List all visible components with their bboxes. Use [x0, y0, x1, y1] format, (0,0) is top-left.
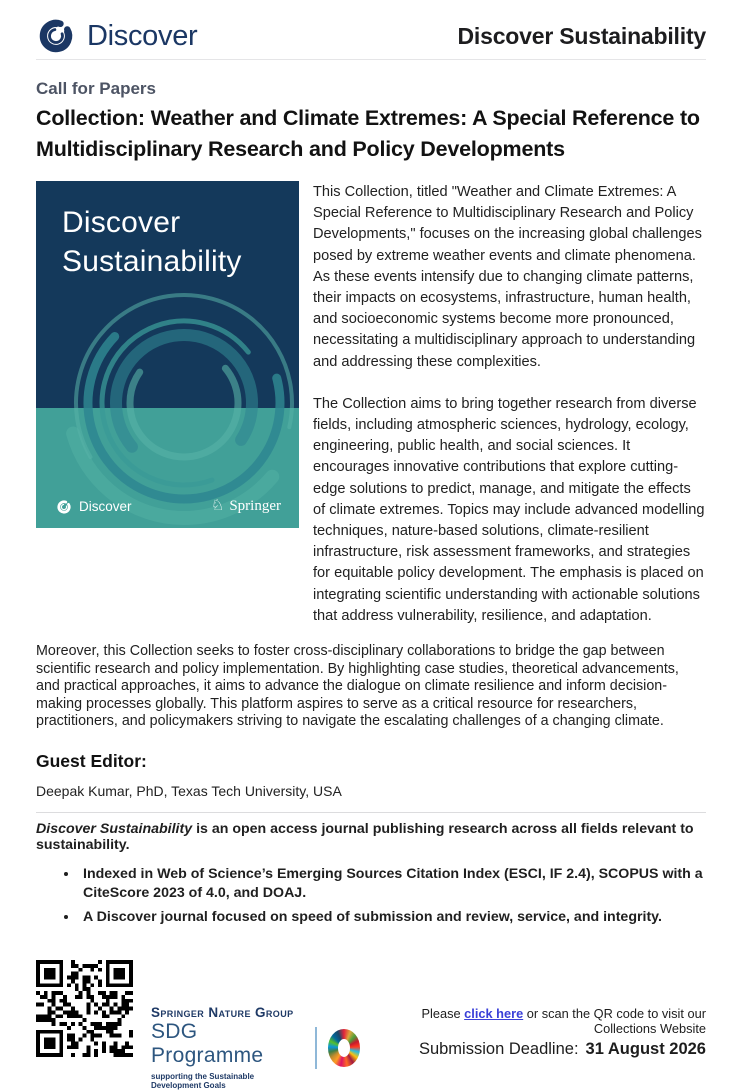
main-content: [36, 79, 706, 927]
discover-swirl-icon: [36, 16, 76, 56]
journal-cover-image: [36, 181, 299, 528]
cover-discover-brand: [56, 499, 132, 515]
cover-title-line1: Discover: [62, 206, 181, 239]
cover-discover-label: Discover: [79, 499, 132, 514]
sdg-vertical-divider: [315, 1027, 317, 1069]
footer: [36, 960, 706, 1090]
collection-title: Collection: Weather and Climate Extremes: A Special Reference to Multidisciplinary Research and Policy Developments: [36, 106, 700, 161]
description-paragraph-1: This Collection, titled "Weather and Climate Extremes: A Special Reference to Multidisciplinary Research and Policy Developments," focuses on the increasing global challenges posed by extreme weather events and climate phenomena. As these events intensify due to changing climate patterns, their impacts on ecosystems, infrastructure, human health, and socioeconomic systems become more pronounced, necessitating a multidisciplinary approach to understanding and addressing these complexities.: [313, 184, 702, 370]
call-for-papers-label: Call for Papers: [36, 79, 156, 98]
deadline-value: 31 August 2026: [585, 1040, 706, 1059]
cover-title-line2: Sustainability: [62, 245, 242, 278]
cover-and-description: [36, 181, 706, 627]
cover-footer: [56, 498, 281, 515]
link-prefix: Please: [421, 1006, 465, 1022]
journal-info-line: [36, 821, 706, 853]
guest-editor-name: Deepak Kumar, PhD, Texas Tech University, USA: [36, 783, 342, 800]
collections-link-line: [360, 1006, 706, 1036]
discover-wordmark: Discover: [87, 19, 198, 52]
list-item: • A Discover journal focused on speed of submission and review, service, and integrity.: [79, 908, 706, 927]
journal-info-rest: is an open access journal publishing research across all fields relevant to sustainability.: [36, 821, 694, 854]
deadline-label: Submission Deadline:: [418, 1040, 579, 1059]
footer-right: [360, 1006, 706, 1059]
highlights-list: [36, 865, 706, 927]
header-divider: [36, 59, 706, 60]
section-divider: [36, 812, 706, 813]
description-paragraph-3: Moreover, this Collection seeks to foster cross-disciplinary collaborations to bridge the gap between scientific research and policy implementation. By highlighting case studies, theoretical advancements, and practical approaches, it aims to advance the dialogue on climate resilience and inform decision-making processes globally. This platform aspires to serve as a critical resource for researchers, practitioners, and policymakers striving to navigate the escalating challenges of a changing climate.: [36, 643, 679, 730]
submission-deadline: [360, 1040, 706, 1059]
sdg-wheel-icon: [328, 1029, 360, 1067]
cover-springer-label: Springer: [229, 498, 281, 514]
journal-name-italic: Discover Sustainability: [36, 821, 193, 838]
discover-swirl-icon-small: [56, 499, 72, 515]
sdg-programme-label: SDG Programme: [151, 1020, 264, 1068]
list-item: • Indexed in Web of Science’s Emerging Sources Citation Index (ESCI, IF 2.4), SCOPUS with a CiteScore 2023 of 4.0, and DOAJ.: [79, 865, 706, 904]
description-column: [313, 181, 706, 627]
header: [36, 0, 706, 59]
springer-nature-group-label: Springer Nature Group: [151, 1005, 294, 1021]
sdg-text-block: [151, 1006, 304, 1090]
discover-brand: [36, 16, 197, 56]
link-suffix: or scan the QR code to visit our Collections Website: [523, 1006, 706, 1037]
springer-horse-icon: ♘: [210, 498, 225, 514]
cover-title: [62, 203, 242, 281]
description-paragraph-2: The Collection aims to bring together research from diverse fields, including atmospheric sciences, hydrology, ecology, engineering, public health, and social sciences. It encourages innovative contributions that explore cutting-edge solutions to predict, manage, and mitigate the effects of climate extremes. Topics may include advanced modelling techniques, nature-based solutions, climate-resilient infrastructure, risk assessment frameworks, and strategies for equitable policy development. The emphasis is placed on integrating scientific understanding with actionable solutions that address vulnerability, resilience, and adaptation.: [313, 395, 705, 624]
cover-springer-brand: [211, 498, 281, 515]
journal-title: Discover Sustainability: [457, 22, 706, 49]
guest-editor-heading: Guest Editor:: [36, 751, 147, 772]
click-here-link[interactable]: click here: [464, 1006, 524, 1022]
sdg-programme-logo: [151, 1006, 360, 1090]
sdg-tagline: supporting the Sustainable Development Goals: [151, 1072, 255, 1090]
qr-code: [36, 960, 133, 1057]
